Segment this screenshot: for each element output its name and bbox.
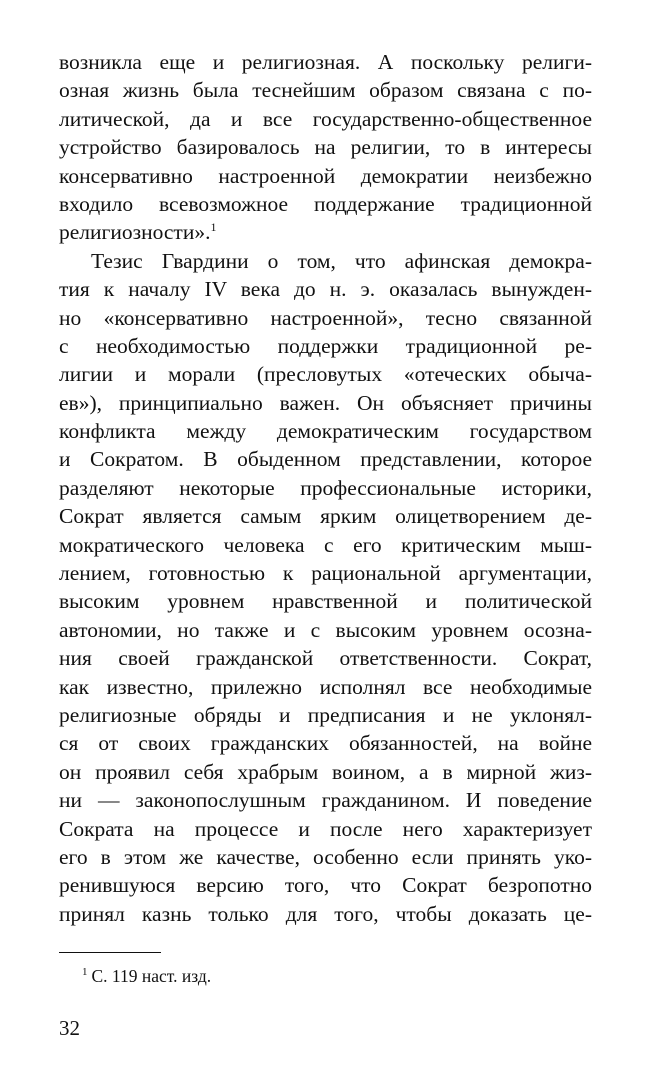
- text-line: входило всевозможное поддержание традиционной: [59, 191, 592, 216]
- text-line: Сократ является самым ярким олицетворением де-: [59, 504, 592, 529]
- text-line: с необходимостью поддержки традиционной ре-: [59, 333, 592, 358]
- text-line: консервативно настроенной демократии неизбежно: [59, 163, 592, 188]
- paragraph-end-line: [59, 218, 592, 246]
- text-line: тия к началу IV века до н. э. оказалась вынужден-: [59, 277, 592, 302]
- text-line: озная жизнь была теснейшим образом связана с по-: [59, 78, 592, 103]
- text-line: высоким уровнем нравственной и политической: [59, 589, 592, 614]
- text-line: ни — законопослушным гражданином. И поведение: [59, 788, 592, 813]
- text-line: возникла еще и религиозная. А поскольку религи-: [59, 50, 592, 74]
- text-line: устройство базировалось на религии, то в интересы: [59, 135, 592, 160]
- footnote-reference: 1: [210, 220, 217, 235]
- page-number: 32: [59, 1016, 80, 1040]
- footnote-text: С. 119 наст. изд.: [91, 966, 212, 986]
- footnote-number: 1: [82, 966, 88, 979]
- text-line: лением, готовностью к рациональной аргументации,: [59, 561, 592, 586]
- text-line: ренившуюся версию того, что Сократ безропотно: [59, 873, 592, 898]
- text-line: принял казнь только для того, чтобы доказать це-: [59, 901, 592, 926]
- text-line: ев»), принципиально важен. Он объясняет причины: [59, 390, 592, 415]
- text-line: автономии, но также и с высоким уровнем осозна-: [59, 617, 592, 642]
- text-line: но «консервативно настроенной», тесно связанной: [59, 305, 592, 330]
- footnote-divider: [59, 952, 161, 953]
- text-line: конфликта между демократическим государством: [59, 419, 592, 444]
- text-line: ся от своих гражданских обязанностей, на войне: [59, 731, 592, 756]
- text-line: мократического человека с его критическим мыш-: [59, 532, 592, 557]
- footnote: [82, 965, 211, 987]
- text-line: лигии и морали (пресловутых «отеческих обыча-: [59, 362, 592, 387]
- text-line: он проявил себя храбрым воином, а в мирной жиз-: [59, 759, 592, 784]
- text-line: Тезис Гвардини о том, что афинская демокра-: [91, 248, 592, 273]
- text-line: его в этом же качестве, особенно если принять уко-: [59, 844, 592, 869]
- text-line: религиозные обряды и предписания и не уклонял-: [59, 702, 592, 727]
- text-line: как известно, прилежно исполнял все необходимые: [59, 674, 592, 699]
- page-body: [59, 48, 592, 928]
- text-line: и Сократом. В обыденном представлении, которое: [59, 447, 592, 472]
- text-line: литической, да и все государственно-общественное: [59, 106, 592, 131]
- text-line: разделяют некоторые профессиональные историки,: [59, 475, 592, 500]
- text-line: ния своей гражданской ответственности. Сократ,: [59, 646, 592, 671]
- text-line: религиозности».: [59, 220, 211, 245]
- text-line: Сократа на процессе и после него характеризует: [59, 816, 592, 841]
